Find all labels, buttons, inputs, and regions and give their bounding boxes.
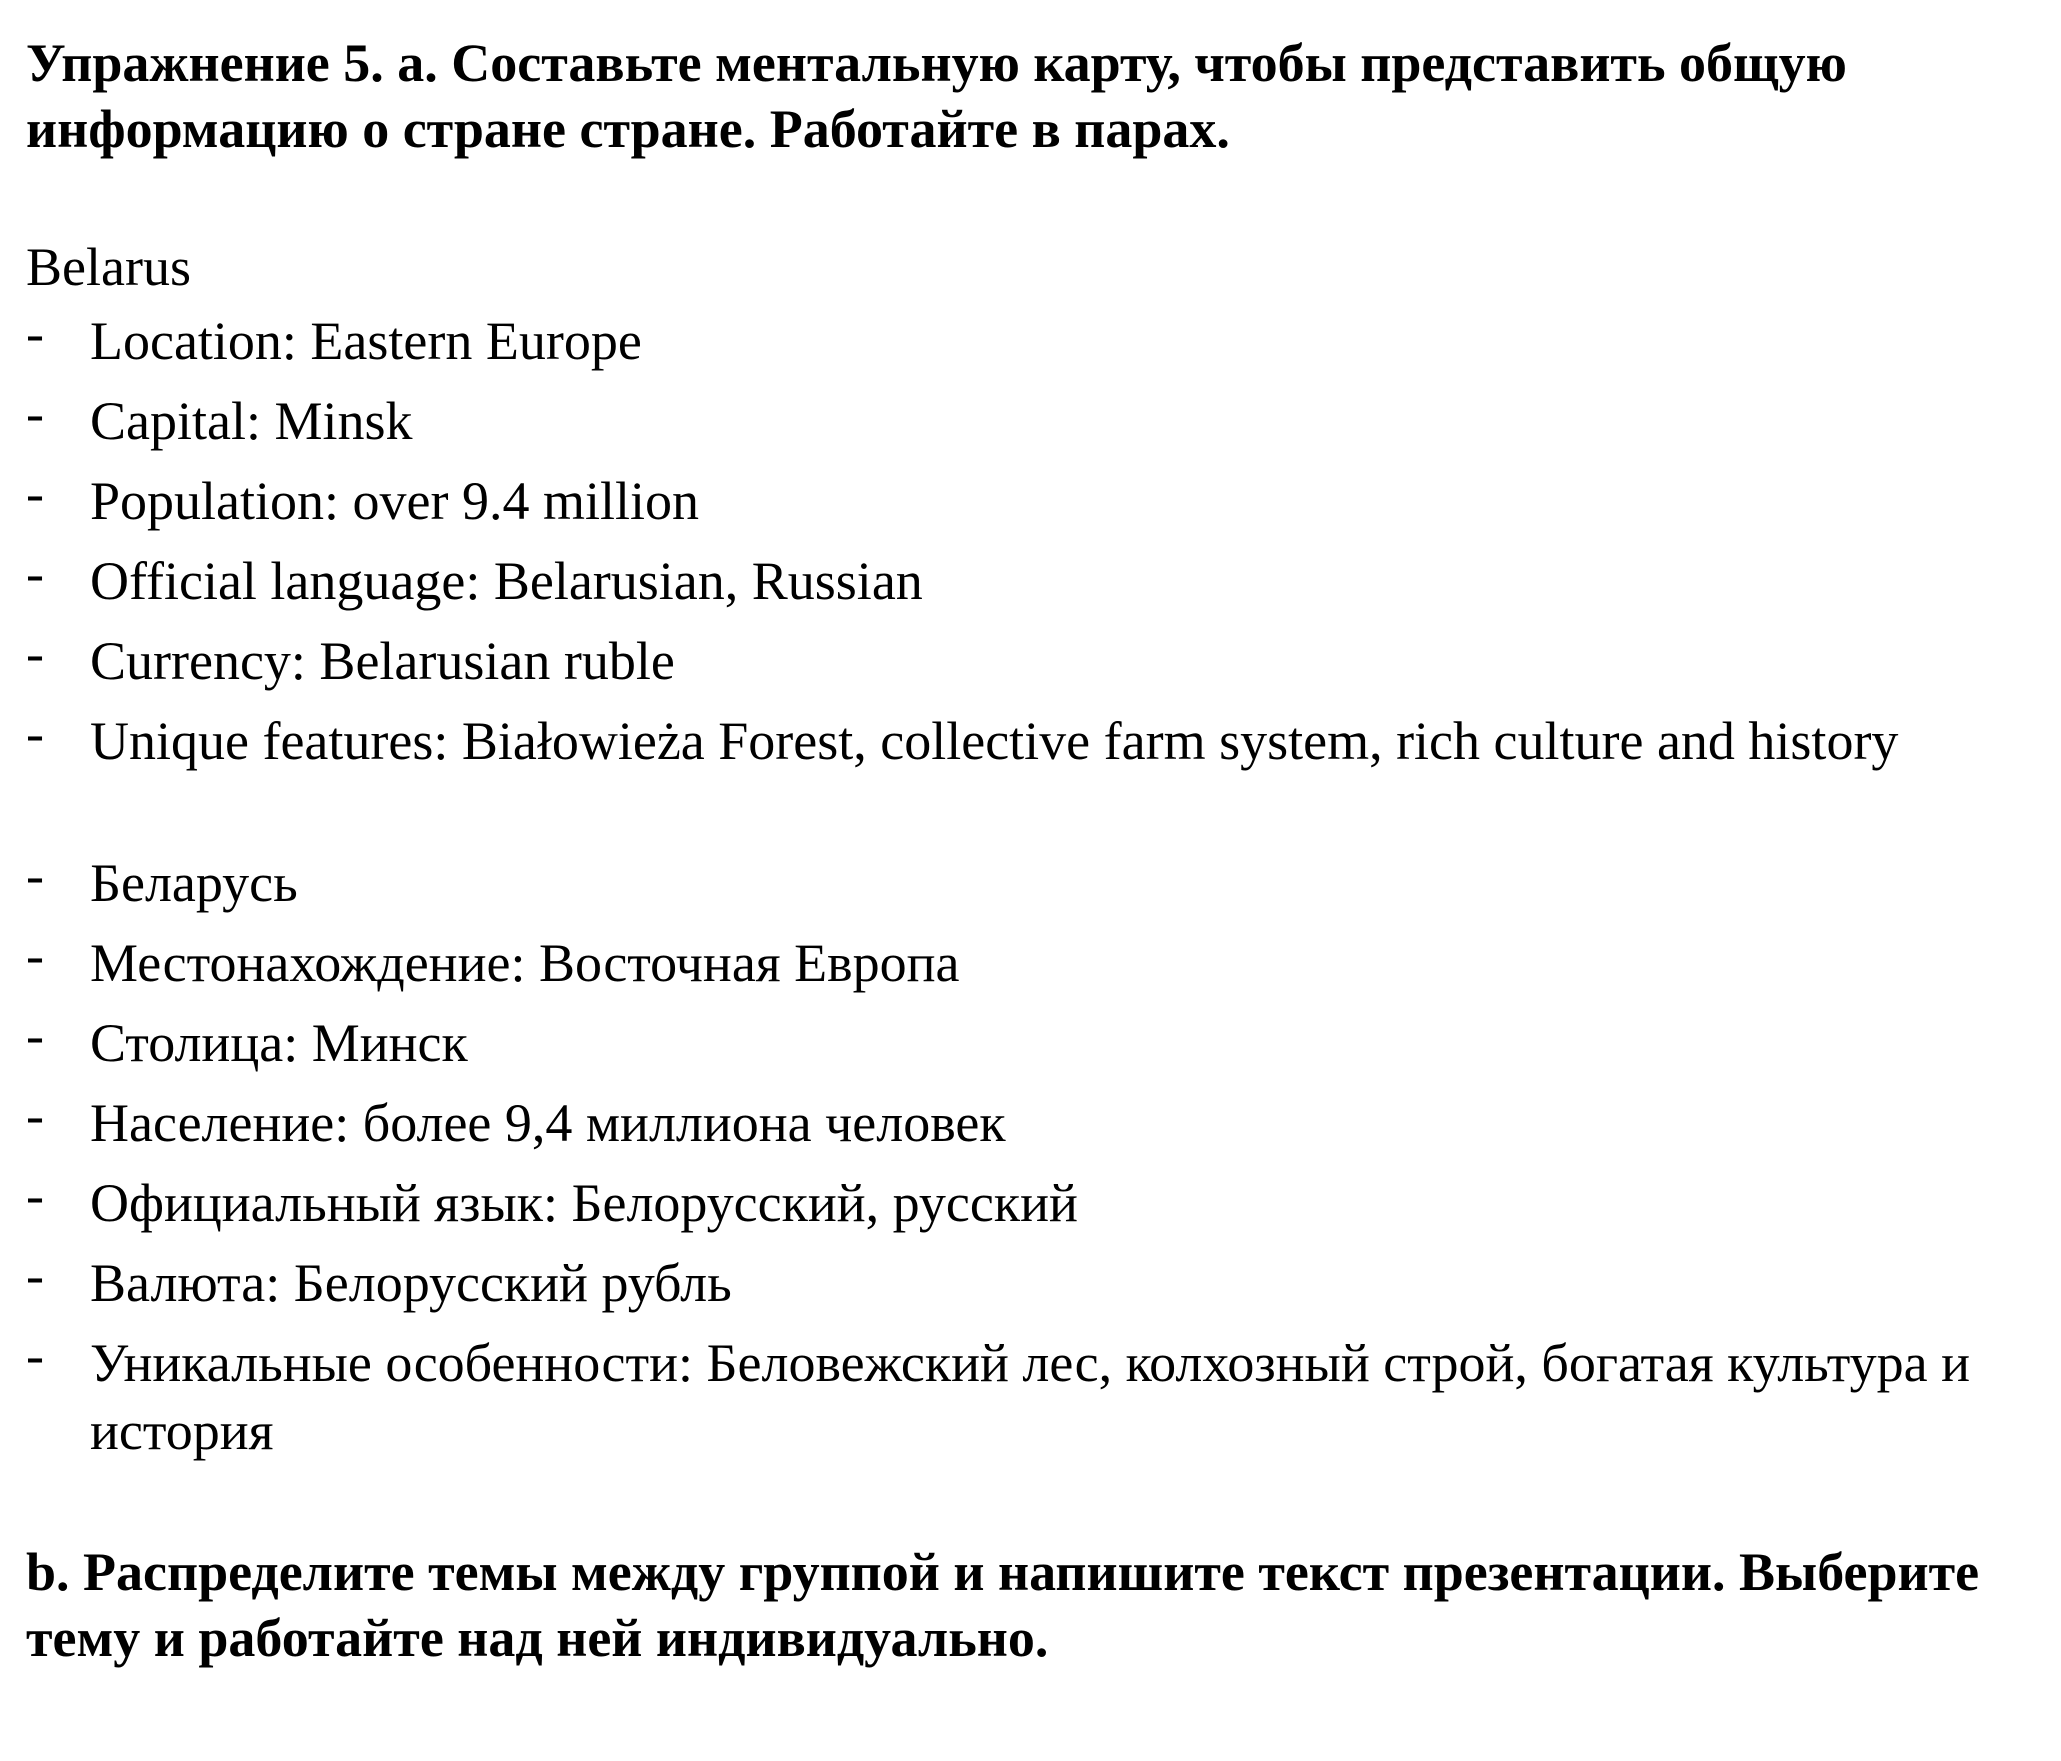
bullet-dash: - bbox=[26, 1005, 44, 1065]
list-item bbox=[26, 1325, 1970, 1465]
fact-text: Currency: Belarusian ruble bbox=[90, 631, 675, 691]
list-item bbox=[26, 1085, 1970, 1157]
list-item bbox=[26, 1245, 1970, 1317]
bullet-dash: - bbox=[26, 543, 44, 603]
list-item bbox=[26, 703, 1970, 775]
bullet-dash: - bbox=[26, 845, 44, 905]
bullet-dash: - bbox=[26, 1245, 44, 1305]
bullet-dash: - bbox=[26, 383, 44, 443]
list-item bbox=[26, 925, 1970, 997]
facts-list-english bbox=[26, 303, 2036, 775]
fact-text: Capital: Minsk bbox=[90, 391, 413, 451]
fact-text: Official language: Belarusian, Russian bbox=[90, 551, 923, 611]
fact-text: Population: over 9.4 million bbox=[90, 471, 699, 531]
fact-text: Население: более 9,4 миллиона человек bbox=[90, 1093, 1006, 1153]
fact-text: Официальный язык: Белорусский, русский bbox=[90, 1173, 1078, 1233]
list-item bbox=[26, 463, 1970, 535]
list-item bbox=[26, 383, 1970, 455]
fact-text: Беларусь bbox=[90, 853, 298, 913]
bullet-dash: - bbox=[26, 623, 44, 683]
bullet-dash: - bbox=[26, 703, 44, 763]
list-item bbox=[26, 303, 1970, 375]
fact-text: Unique features: Białowieża Forest, collective farm system, rich culture and history bbox=[90, 711, 1899, 771]
exercise-part-b: b. Распределите темы между группой и напишите текст презентации. Выберите тему и работайте над ней индивидуально. bbox=[26, 1542, 1980, 1668]
list-item bbox=[26, 845, 1970, 917]
fact-text: Location: Eastern Europe bbox=[90, 311, 642, 371]
exercise-heading: Упражнение 5. a. Составьте ментальную карту, чтобы представить общую информацию о стране стране. Работайте в парах. bbox=[26, 33, 1847, 159]
bullet-dash: - bbox=[26, 1085, 44, 1145]
fact-text: Столица: Минск bbox=[90, 1013, 468, 1073]
list-item bbox=[26, 1005, 1970, 1077]
bullet-dash: - bbox=[26, 925, 44, 985]
bullet-dash: - bbox=[26, 463, 44, 523]
facts-list-russian bbox=[26, 845, 2036, 1465]
bullet-dash: - bbox=[26, 1325, 44, 1385]
fact-text: Местонахождение: Восточная Европа bbox=[90, 933, 960, 993]
list-item bbox=[26, 543, 1970, 615]
country-title: Belarus bbox=[26, 237, 191, 297]
bullet-dash: - bbox=[26, 1165, 44, 1225]
fact-text: Уникальные особенности: Беловежский лес, колхозный строй, богатая культура и история bbox=[90, 1333, 1970, 1461]
exercise-page bbox=[26, 30, 2036, 1671]
fact-text: Валюта: Белорусский рубль bbox=[90, 1253, 732, 1313]
bullet-dash: - bbox=[26, 303, 44, 363]
list-item bbox=[26, 1165, 1970, 1237]
list-item bbox=[26, 623, 1970, 695]
